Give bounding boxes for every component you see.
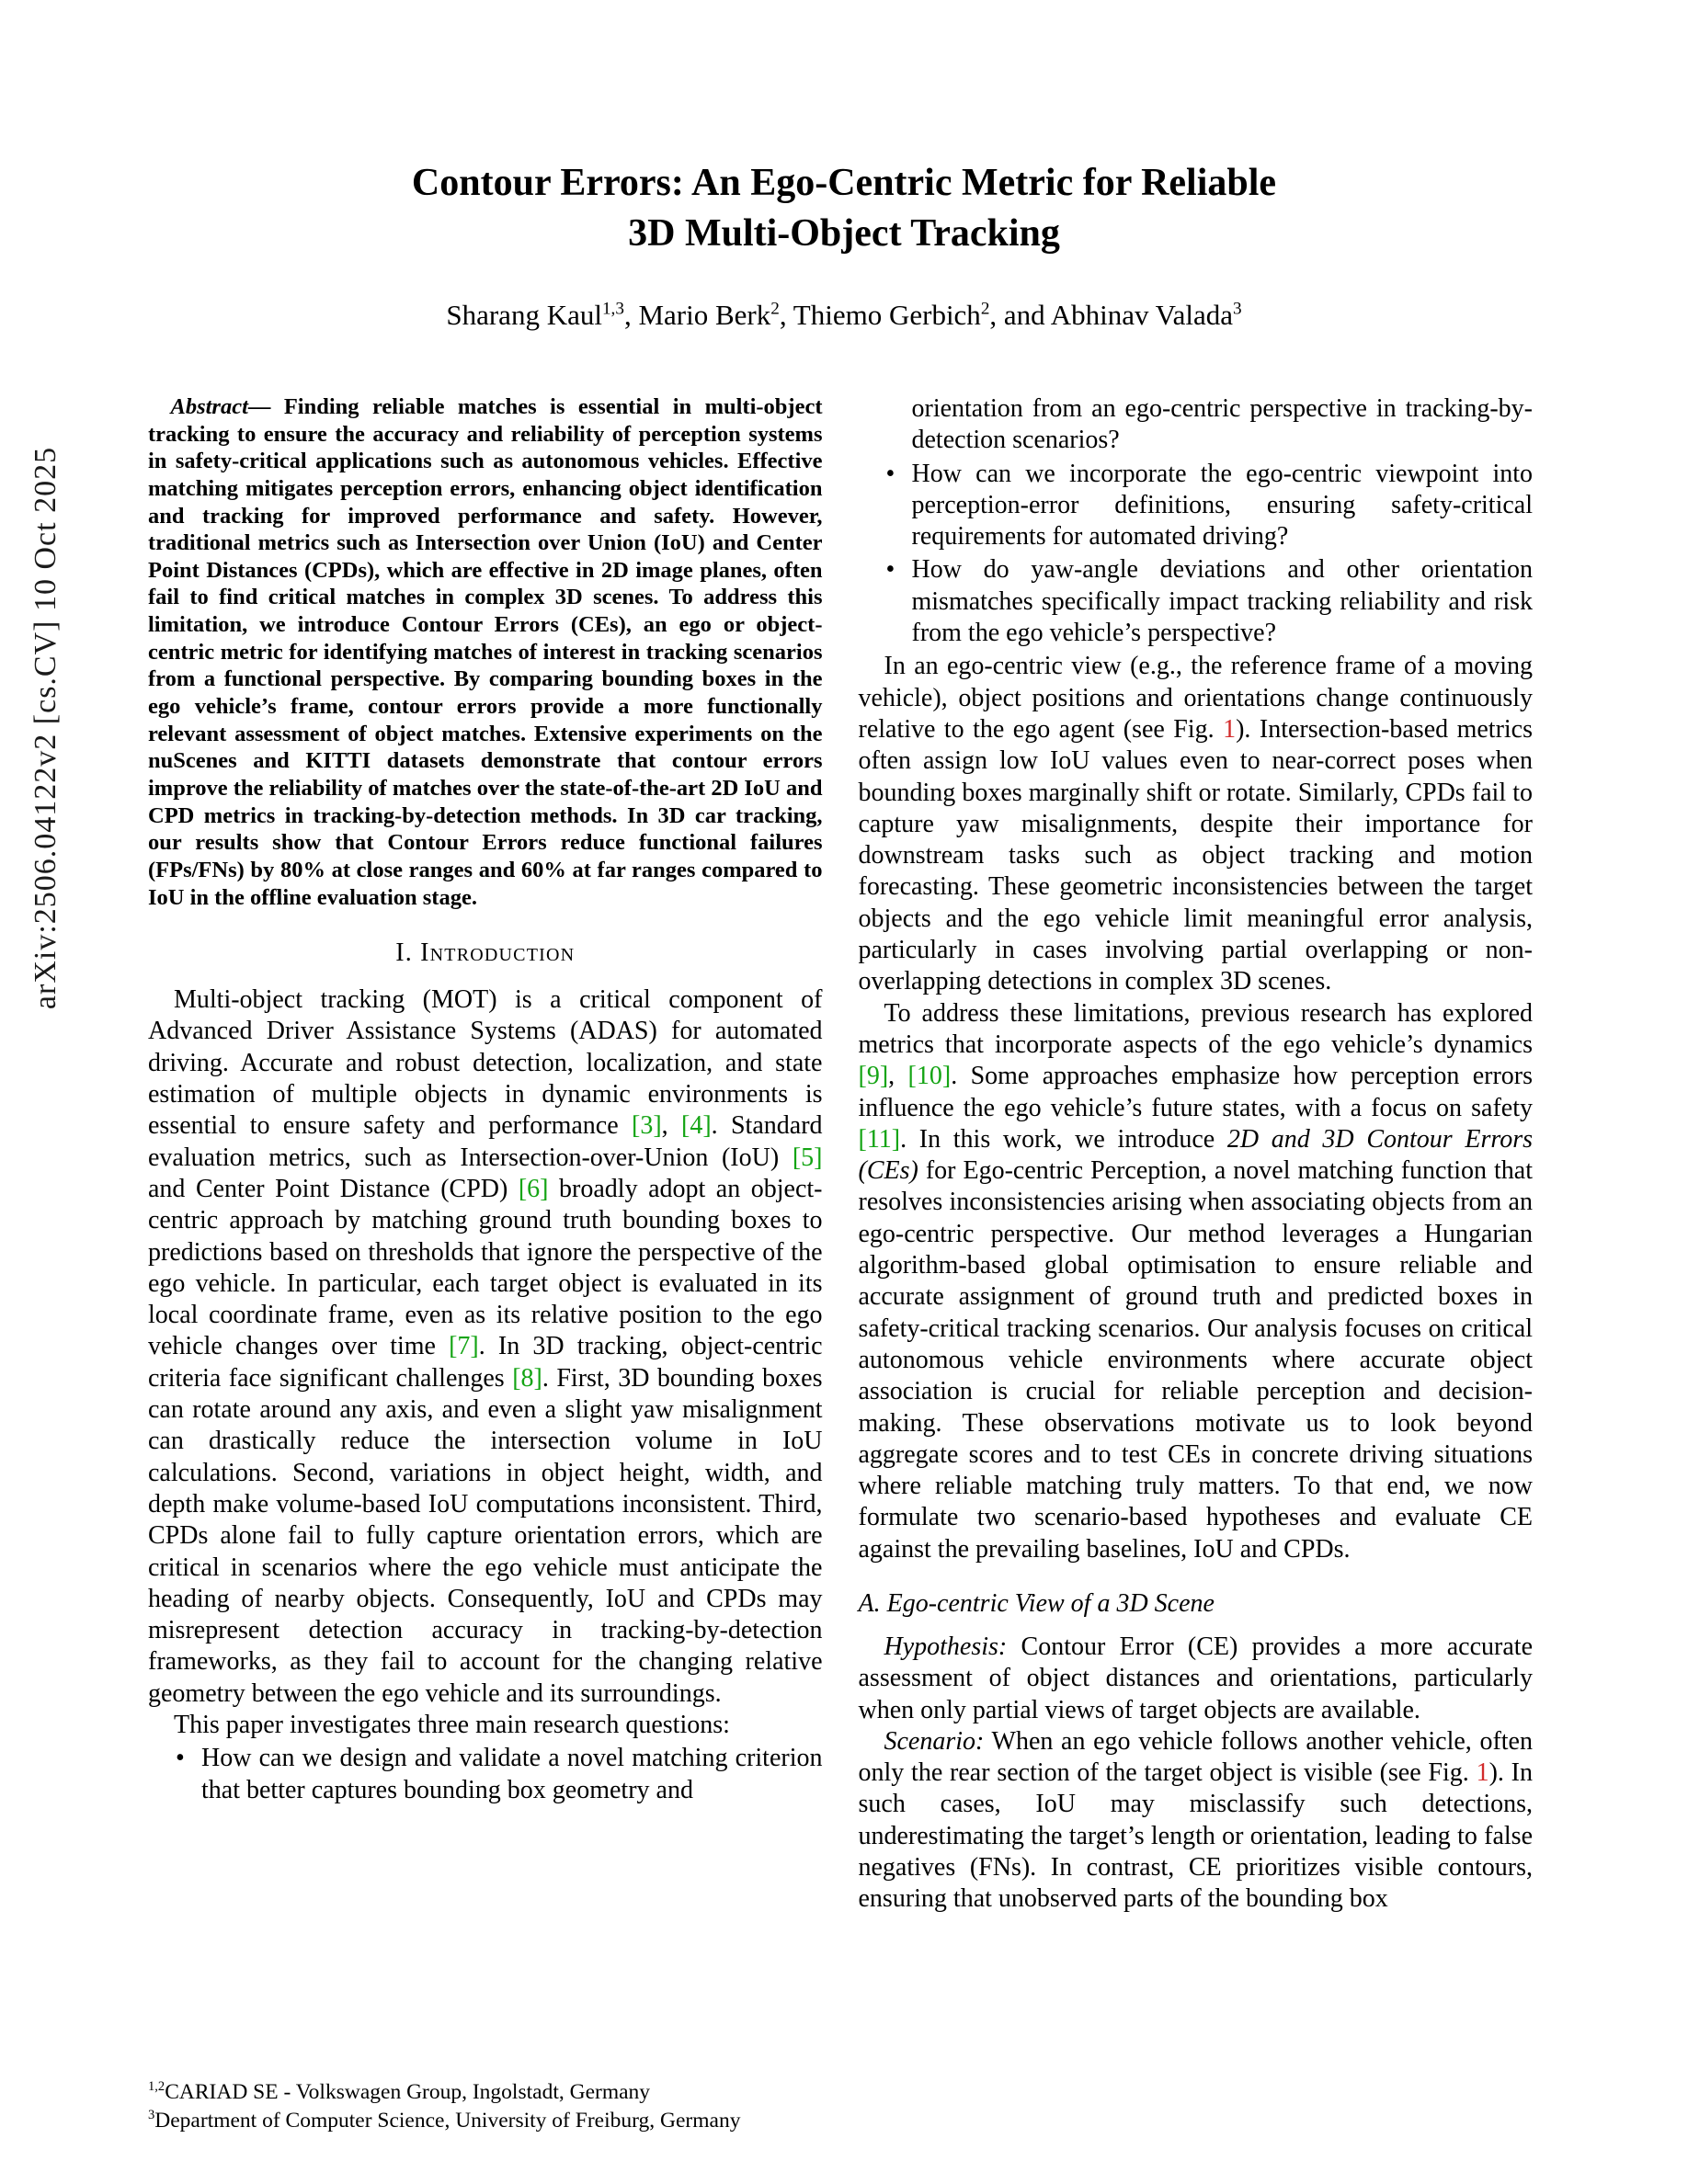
text-segment: 1,2: [148, 2079, 165, 2095]
text-segment: To address these limitations, previous research has explored metrics that incorporate aspects of the ego vehicle’s dynamics: [858, 998, 1533, 1059]
limitations-paragraph: [859, 998, 1534, 1565]
text-segment: In an ego-centric view (e.g., the reference frame of a moving vehicle), object positions and orientations change continuously relative to the ego agent (see Fig.: [858, 652, 1533, 744]
text-segment: When an ego vehicle follows another vehicle, often only the rear section of the target object is visible (see Fig.: [858, 1726, 1533, 1788]
text-segment: Hypothesis:: [884, 1632, 1008, 1661]
two-column-body: [148, 393, 1533, 2135]
text-segment: ,: [661, 1111, 681, 1141]
citation-link[interactable]: [6]: [518, 1174, 549, 1203]
footnote-affiliation-2: [148, 2107, 823, 2135]
citation-link[interactable]: [10]: [907, 1062, 952, 1091]
research-question-3: • How do yaw-angle deviations and other orientation mismatches specifically impact tracking reliability and risk from the ego vehicle’s perspective?: [859, 554, 1534, 649]
text-segment: 2D and 3D Contour Errors (CEs): [858, 1124, 1533, 1186]
text-segment: broadly adopt an object-centric approach by matching ground truth bounding boxes to predictions based on thresholds that ignore the perspective of the ego vehicle. In particular, each target object is evaluated in its local coordinate frame, even as its relative position to the ego vehicle changes over time: [148, 1174, 823, 1361]
ego-view-paragraph: [859, 651, 1534, 997]
abstract-paragraph: [148, 393, 823, 911]
research-questions-list-continued: [859, 459, 1534, 650]
figure-ref-link[interactable]: 1: [1476, 1758, 1489, 1788]
citation-link[interactable]: [4]: [681, 1111, 712, 1141]
scenario-paragraph: [859, 1726, 1534, 1916]
text-segment: Scenario:: [884, 1726, 985, 1756]
text-segment: and Center Point Distance (CPD): [148, 1174, 519, 1203]
text-segment: . In 3D tracking, object-centric criteria face significant challenges: [148, 1332, 823, 1393]
left-column: [148, 393, 823, 2135]
text-segment: 3: [1233, 299, 1242, 319]
research-questions-list: [148, 1743, 823, 1806]
text-segment: CARIAD SE - Volkswagen Group, Ingolstadt, Germany: [165, 2079, 651, 2104]
authors-line: [0, 299, 1688, 332]
text-segment: 2: [980, 299, 990, 319]
text-segment: Sharang Kaul: [446, 298, 602, 331]
right-column: [859, 393, 1534, 2135]
affiliation-footnotes: [148, 2078, 823, 2135]
intro-paragraph-1: [148, 984, 823, 1710]
text-segment: 3: [148, 2108, 155, 2123]
intro-paragraph-2: This paper investigates three main research questions:: [174, 1711, 730, 1739]
citation-link[interactable]: [5]: [792, 1143, 823, 1172]
text-segment: . Standard evaluation metrics, such as Intersection-over-Union (IoU): [148, 1111, 823, 1172]
text-segment: 2: [770, 299, 780, 319]
hypothesis-paragraph: [859, 1632, 1534, 1726]
paper-title-line2: 3D Multi-Object Tracking: [628, 212, 1060, 256]
paper-title: [0, 158, 1688, 260]
text-segment: Multi-object tracking (MOT) is a critical component of Advanced Driver Assistance Systems (ADAS) for automated driving. Accurate and robust detection, localization, and state estimation of multiple objects in dynamic environments is essential to ensure safety and performance: [148, 985, 823, 1141]
text-segment: ). Intersection-based metrics often assign low IoU values even to near-correct poses when bounding boxes marginally shift or rotate. Similarly, CPDs fail to capture yaw misalignments, despite their importance for downstream tasks such as object tracking and motion forecasting. These geometric inconsistencies between the target objects and the ego vehicle limit meaningful error analysis, particularly in cases involving partial overlapping or non-overlapping detections in complex 3D scenes.: [858, 714, 1533, 996]
subsection-a-heading: A. Ego-centric View of a 3D Scene: [858, 1588, 1215, 1618]
research-question-2: • How can we incorporate the ego-centric viewpoint into perception-error definitions, ensuring safety-critical requirements for automated driving?: [859, 459, 1534, 553]
citation-link[interactable]: [11]: [858, 1124, 901, 1154]
text-segment: . In this work, we introduce: [900, 1124, 1227, 1154]
text-segment: . Some approaches emphasize how perception errors influence the ego vehicle’s future states, with a focus on safety: [858, 1062, 1533, 1122]
research-question-1-continuation: orientation from an ego-centric perspective in tracking-by-detection scenarios?: [911, 394, 1533, 455]
text-segment: . First, 3D bounding boxes can rotate around any axis, and even a slight yaw misalignment can drastically reduce the intersection volume in IoU calculations. Second, variations in object height, width, and depth make volume-based IoU computations inconsistent. Third, CPDs alone fail to fully capture orientation errors, which are critical in scenarios where the ego vehicle must anticipate the heading of nearby objects. Consequently, IoU and CPDs may misrepresent detection accuracy in tracking-by-detection frameworks, as they fail to account for the changing relative geometry between the ego vehicle and its surroundings.: [148, 1363, 823, 1708]
text-segment: , and Abhinav Valada: [989, 298, 1234, 331]
citation-link[interactable]: [8]: [512, 1363, 542, 1393]
footnote-affiliation-1: [148, 2078, 823, 2107]
text-segment: Department of Computer Science, University of Freiburg, Germany: [154, 2108, 741, 2133]
citation-link[interactable]: [7]: [449, 1332, 479, 1361]
text-segment: 1,3: [601, 299, 624, 319]
text-segment: , Thiemo Gerbich: [779, 298, 981, 331]
text-segment: , Mario Berk: [623, 298, 771, 331]
text-segment: — Finding reliable matches is essential in multi-object tracking to ensure the accuracy and reliability of perception systems in safety-critical applications such as autonomous vehicles. Effective matching mitigates perception errors, enhancing object identification and tracking for improved performance and safety. However, traditional metrics such as Intersection over Union (IoU) and Center Point Distances (CPDs), which are effective in 2D image planes, often fail to find critical matches in complex 3D scenes. To address this limitation, we introduce Contour Errors (CEs), an ego or object-centric metric for identifying matches of interest in tracking scenarios from a functional perspective. By comparing bounding boxes in the ego vehicle’s frame, contour errors provide a more functionally relevant assessment of object matches. Extensive experiments on the nuScenes and KITTI datasets demonstrate that contour errors improve the reliability of matches over the state-of-the-art 2D IoU and CPD metrics in tracking-by-detection methods. In 3D car tracking, our results show that Contour Errors reduce functional failures (FPs/FNs) by 80% at close ranges and 60% at far ranges compared to IoU in the offline evaluation stage.: [148, 394, 823, 910]
text-segment: ). In such cases, IoU may misclassify such detections, underestimating the target’s length or orientation, leading to false negatives (FNs). In contrast, CE prioritizes visible contours, ensuring that unobserved parts of the bounding box: [858, 1758, 1533, 1914]
figure-ref-link[interactable]: 1: [1223, 714, 1237, 744]
research-question-1: • How can we design and validate a novel matching criterion that better captures bounding box geometry and: [148, 1743, 823, 1806]
citation-link[interactable]: [3]: [632, 1111, 662, 1141]
citation-link[interactable]: [9]: [858, 1062, 889, 1091]
arxiv-watermark: arXiv:2506.04122v2 [cs.CV] 10 Oct 2025: [29, 446, 63, 1010]
text-segment: Abstract: [170, 394, 248, 419]
section-heading-introduction: I. Introduction: [395, 938, 576, 968]
text-segment: for Ego-centric Perception, a novel matching function that resolves inconsistencies arising when associating objects from an ego-centric perspective. Our method leverages a Hungarian algorithm-based global optimisation to ensure reliable and accurate assignment of ground truth and predicted boxes in safety-critical tracking scenarios. Our analysis focuses on critical autonomous vehicle environments where accurate object association is crucial for reliable perception and decision-making. These observations motivate us to look beyond aggregate scores and to test CEs in concrete driving situations where reliable matching truly matters. To that end, we now formulate two scenario-based hypotheses and evaluate CE against the prevailing baselines, IoU and CPDs.: [858, 1156, 1533, 1564]
text-segment: Contour Error (CE) provides a more accurate assessment of object distances and orientations, particularly when only partial views of target objects are available.: [858, 1632, 1533, 1724]
paper-title-line1: Contour Errors: An Ego-Centric Metric for Reliable: [411, 162, 1277, 204]
paper-header: [0, 158, 1688, 332]
text-segment: ,: [888, 1062, 908, 1091]
